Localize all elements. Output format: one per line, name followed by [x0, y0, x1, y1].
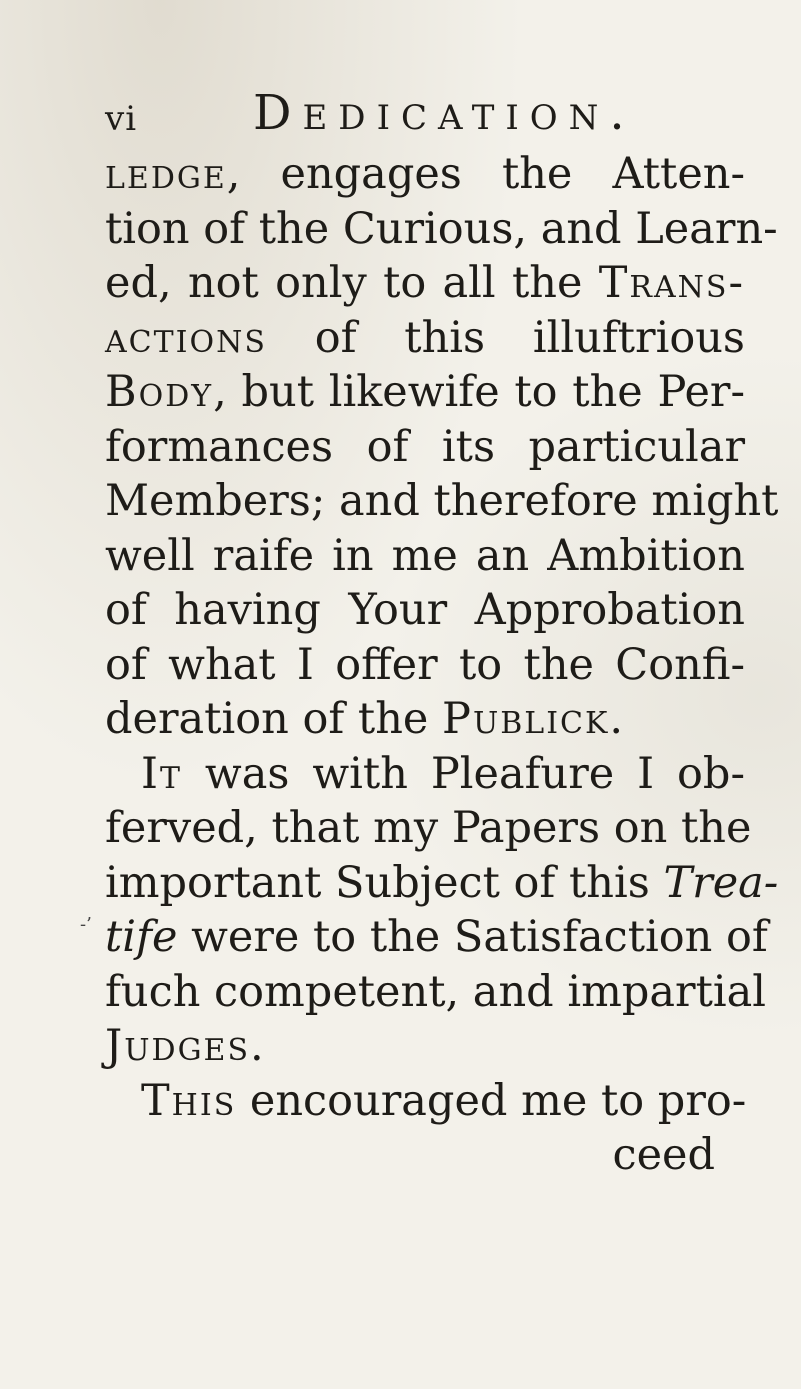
- text-line: [105, 365, 745, 420]
- text-segment: of this illuftrious: [266, 312, 745, 363]
- text-line: fuch competent, and impartial: [105, 966, 766, 1017]
- text-line: [105, 1074, 745, 1129]
- text-segment: were to the Satisfaction of: [177, 912, 768, 962]
- small-caps-word: Trans-: [598, 258, 745, 308]
- small-caps-word: Body: [105, 367, 214, 417]
- text-line: [105, 856, 779, 911]
- text-segment: ed, not only to all the: [105, 258, 599, 308]
- text-line: [105, 147, 745, 202]
- text-line: formances of its particular: [105, 421, 745, 472]
- small-caps-word: It: [141, 748, 182, 799]
- text-segment: , engages the Atten-: [226, 149, 745, 199]
- page-header: [105, 85, 665, 139]
- small-caps-word: ledge: [105, 149, 227, 199]
- text-line: of what I offer to the Confi-: [105, 639, 745, 690]
- text-segment: , but likewife to the Per-: [213, 367, 745, 417]
- body-text: [105, 147, 779, 1183]
- text-line: [105, 1019, 745, 1074]
- text-line: Members; and therefore might: [105, 476, 779, 526]
- text-segment: important Subject of this: [105, 857, 664, 908]
- small-caps-word: Publick.: [442, 694, 626, 744]
- text-line: [105, 311, 745, 366]
- text-line: [105, 692, 745, 747]
- italic-word: Trea-: [663, 857, 779, 908]
- text-segment: encouraged me to pro-: [236, 1075, 747, 1126]
- page-number: vi: [105, 99, 138, 139]
- text-line: well raife in me an Ambition: [105, 530, 745, 581]
- italic-word: tife: [105, 912, 178, 962]
- text-line: [105, 256, 745, 311]
- text-segment: was with Pleafure I ob-: [182, 748, 745, 799]
- text-line: tion of the Curious, and Learn-: [105, 203, 778, 254]
- running-head: Dedication.: [253, 85, 636, 141]
- small-caps-word: Judges.: [105, 1021, 266, 1071]
- text-line: ferved, that my Papers on the: [105, 803, 752, 853]
- text-segment: deration of the: [105, 694, 443, 744]
- small-caps-word: actions: [105, 312, 267, 363]
- text-line: [105, 910, 768, 965]
- text-line: [105, 747, 745, 802]
- margin-mark: -’: [80, 914, 92, 935]
- small-caps-word: This: [141, 1075, 237, 1126]
- text-line: of having Your Approbation: [105, 585, 745, 635]
- catchword: ceed: [612, 1130, 715, 1180]
